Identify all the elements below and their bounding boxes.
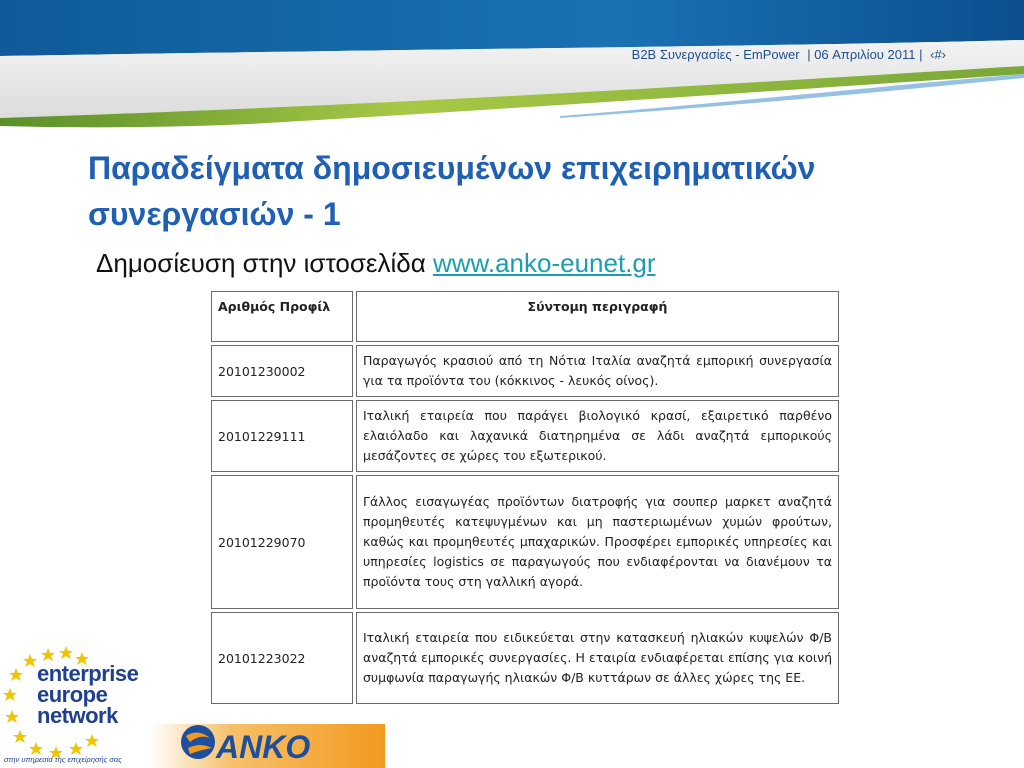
slide-footer [630,47,948,62]
profile-id: 20101229070 [211,475,353,609]
profile-description: Ιταλική εταιρεία που παράγει βιολογικό κρασί, εξαιρετικό παρθένο ελαιόλαδο και λαχανικά διατηρημένα σε λάδι αναζητά εμπορικούς μεσάζοντες σε χώρες του εξωτερικού. [356,400,839,472]
column-header-profile-id: Αριθμός Προφίλ [211,291,353,342]
profile-id: 20101230002 [211,345,353,397]
event-date: | 06 Απριλίου 2011 | [807,47,923,62]
column-header-description: Σύντομη περιγραφή [356,291,839,342]
event-name: B2B Συνεργασίες - EmPower [631,47,800,62]
slide-title: Παραδείγματα δημοσιευμένων επιχειρηματικών συνεργασιών - 1 [88,150,816,232]
een-word-europe: europe [37,682,108,707]
anko-logo [150,720,385,768]
profile-description: Ιταλική εταιρεία που ειδικεύεται στην κατασκευή ηλιακών κυψελών Φ/Β αναζητά εμπορικές συνεργασίες. Η εταιρία ενδιαφέρεται επίσης για κοινή συμφωνία παραγωγής ηλιακών Φ/Β κυττάρων σε άλλες χώρες της ΕΕ. [356,612,839,704]
subtitle-text: Δημοσίευση στην ιστοσελίδα [96,248,433,278]
profile-id: 20101223022 [211,612,353,704]
slide-subtitle [96,248,656,279]
een-tagline: στην υπηρεσία της επιχείρησής σας [4,755,122,764]
header-banner [0,0,1024,130]
svg-text:ANKO: ANKO [216,729,311,765]
een-word-network: network [37,703,118,728]
table-row [211,345,839,397]
een-word-enterprise: enterprise [37,661,139,686]
profile-description: Παραγωγός κρασιού από τη Νότια Ιταλία αναζητά εμπορική συνεργασία για τα προϊόντα του (κόκκινος - λευκός οίνος). [356,345,839,397]
slide-number: ‹#› [930,47,946,62]
website-link[interactable]: www.anko-eunet.gr [432,248,656,278]
profile-id: 20101229111 [211,400,353,472]
table-row [211,400,839,472]
profiles-table [208,288,842,707]
een-logo-text [37,663,138,726]
profile-description: Γάλλος εισαγωγέας προϊόντων διατροφής για σουπερ μαρκετ αναζητά προμηθευτές κατεψυγμένων και μη παστεριωμένων χυμών φρούτων, καθώς και προμηθευτές μπαχαρικών. Προσφέρει εμπορικές υπηρεσίες και υπηρεσίες logistics σε παραγωγούς που ενδιαφέρονται να διανέμουν τα προϊόντα τους στη γαλλική αγορά. [356,475,839,609]
table-row [211,612,839,704]
table-row [211,475,839,609]
